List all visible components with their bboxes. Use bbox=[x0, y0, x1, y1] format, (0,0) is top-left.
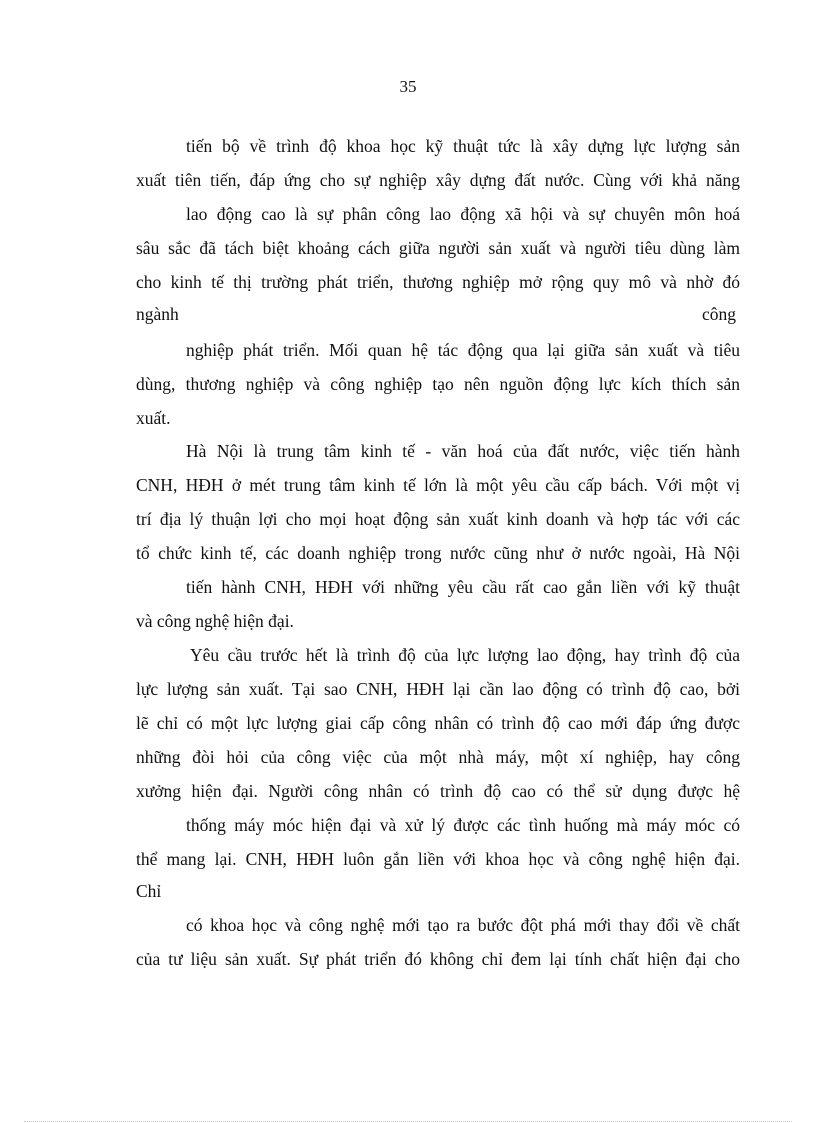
page-number: 35 bbox=[399, 77, 417, 96]
text-line: có khoa học và công nghệ mới tạo ra bước đột phá mới thay đổi về chất bbox=[186, 915, 740, 935]
text-line: và công nghệ hiện đại. bbox=[136, 611, 294, 631]
text-line: lẽ chỉ có một lực lượng giai cấp công nhân có trình độ cao mới đáp ứng được bbox=[136, 713, 740, 733]
text-line: của tư liệu sản xuất. Sự phát triển đó không chỉ đem lại tính chất hiện đại cho bbox=[136, 949, 740, 969]
text-line: thống máy móc hiện đại và xử lý được các tình huống mà máy móc có bbox=[186, 815, 740, 835]
text-line: ngành bbox=[136, 304, 179, 324]
text-line: CNH, HĐH ở mét trung tâm kinh tế lớn là một yêu cầu cấp bách. Với một vị bbox=[136, 475, 740, 495]
text-line: cho kinh tế thị trường phát triển, thương nghiệp mở rộng quy mô và nhờ đó bbox=[136, 272, 740, 292]
text-line: công bbox=[702, 304, 737, 324]
text-line: xuất. bbox=[136, 408, 171, 428]
text-line: trí địa lý thuận lợi cho mọi hoạt động sản xuất kinh doanh và hợp tác với các bbox=[136, 509, 740, 529]
text-line: tổ chức kinh tế, các doanh nghiệp trong nước cũng như ở nước ngoài, Hà Nội bbox=[136, 543, 740, 563]
text-line: lực lượng sản xuất. Tại sao CNH, HĐH lại cần lao động có trình độ cao, bởi bbox=[136, 679, 740, 699]
text-line: xưởng hiện đại. Người công nhân có trình độ cao có thể sử dụng được hệ bbox=[136, 781, 740, 801]
text-line: những đòi hỏi của công việc của một nhà máy, một xí nghiệp, hay công bbox=[136, 747, 740, 767]
text-line: xuất tiên tiến, đáp ứng cho sự nghiệp xây dựng đất nước. Cùng với khả năng bbox=[136, 170, 740, 190]
text-line: Yêu cầu trước hết là trình độ của lực lượng lao động, hay trình độ của bbox=[190, 645, 740, 665]
text-line: lao động cao là sự phân công lao động xã hội và sự chuyên môn hoá bbox=[186, 204, 740, 224]
text-line: Hà Nội là trung tâm kinh tế - văn hoá của đất nước, việc tiến hành bbox=[186, 441, 740, 461]
text-line: thể mang lại. CNH, HĐH luôn gắn liền với khoa học và công nghệ hiện đại. bbox=[136, 849, 740, 869]
bottom-rule bbox=[24, 1121, 792, 1122]
text-line: sâu sắc đã tách biệt khoảng cách giữa người sản xuất và người tiêu dùng làm bbox=[136, 238, 740, 258]
text-line: dùng, thương nghiệp và công nghiệp tạo nên nguồn động lực kích thích sản bbox=[136, 374, 740, 394]
text-line: tiến hành CNH, HĐH với những yêu cầu rất cao gắn liền với kỹ thuật bbox=[186, 577, 740, 597]
text-line: Chỉ bbox=[136, 881, 162, 901]
text-line: nghiệp phát triển. Mối quan hệ tác động qua lại giữa sản xuất và tiêu bbox=[186, 340, 740, 360]
text-line: tiến bộ về trình độ khoa học kỹ thuật tức là xây dựng lực lượng sản bbox=[186, 136, 740, 156]
